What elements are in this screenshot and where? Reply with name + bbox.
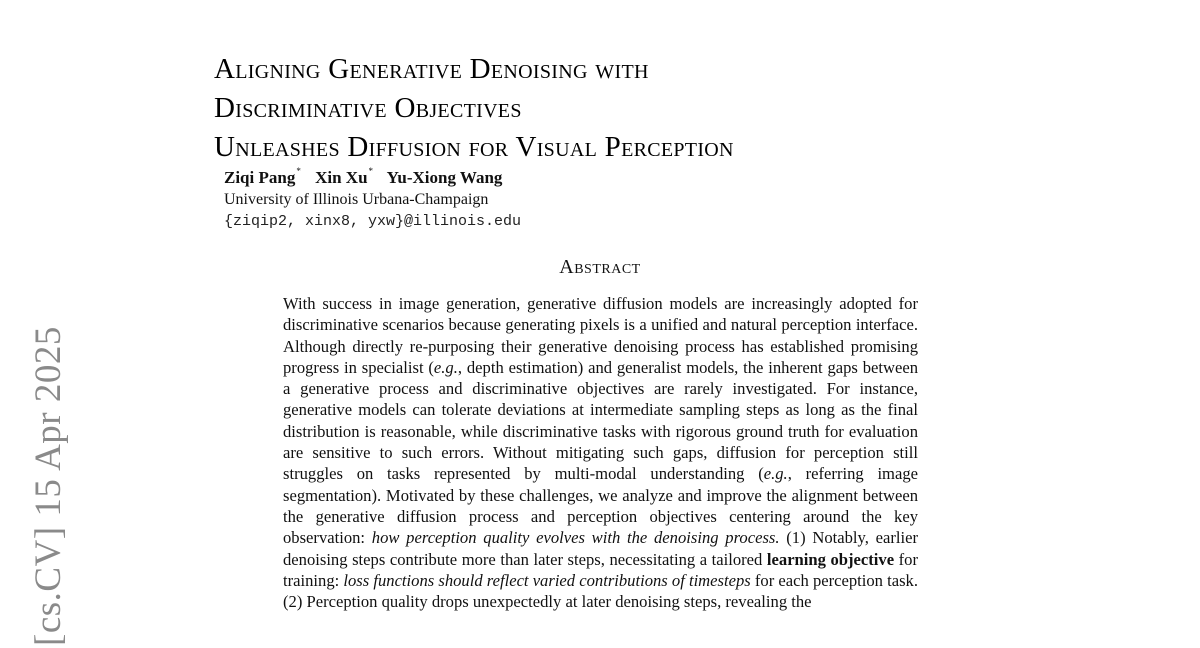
author-list	[224, 168, 512, 188]
equal-contribution-mark: *	[296, 166, 301, 176]
key-observation: how perception quality evolves with the denoising process.	[371, 528, 780, 548]
abstract-italic: loss functions should reflect varied contributions of timesteps	[343, 570, 751, 590]
paper-title	[214, 50, 734, 167]
author-emails: {ziqip2, xinx8, yxw}@illinois.edu	[224, 213, 522, 230]
title-line-1: Aligning Generative Denoising with	[214, 53, 649, 85]
author-name: Yu-Xiong Wang	[386, 168, 503, 187]
abstract-text: for each perception task. (2) Perception quality drops unexpectedly at later denoising steps, revealing the	[283, 570, 919, 612]
equal-contribution-mark: *	[368, 166, 374, 176]
author-name: Ziqi Pang	[224, 168, 296, 187]
author-2	[315, 168, 373, 187]
arxiv-identifier-stamp: [cs.CV] 15 Apr 2025	[28, 326, 69, 646]
abstract-italic: e.g.	[763, 464, 788, 484]
abstract-body	[283, 293, 918, 612]
title-line-3: Unleashes Diffusion for Visual Perception	[214, 131, 734, 163]
abstract-text: , referring image segmentation). Motivated by these challenges, we analyze and improve the alignment between the generative diffusion process and perception objectives centering around the key observation:	[283, 464, 918, 548]
author-name: Xin Xu	[315, 168, 368, 187]
abstract-text: for training:	[283, 549, 918, 590]
abstract-text: With success in image generation, generative diffusion models are increasingly adopted for discriminative scenarios because generating pixels is a unified and natural perception interface. Although directly re-purposing their generative denoising process has established promising progress in specialist (	[283, 294, 918, 377]
abstract-italic: e.g.	[433, 357, 458, 377]
abstract-text: (1) Notably, earlier denoising steps contribute more than later steps, necessitating a tailored	[283, 528, 918, 569]
abstract-heading: Abstract	[559, 256, 641, 278]
affiliation: University of Illinois Urbana-Champaign	[224, 191, 489, 208]
abstract-bold: learning objective	[766, 549, 895, 569]
title-line-2: Discriminative Objectives	[214, 92, 522, 124]
author-1	[224, 168, 301, 187]
author-3	[387, 168, 503, 187]
abstract-text: , depth estimation) and generalist models, the inherent gaps between a generative process and discriminative objectives are rarely investigated. For instance, generative models can tolerate deviations at intermediate sampling steps as long as the final distribution is reasonable, while discriminative tasks with rigorous ground truth for evaluation are sensitive to such errors. Without mitigating such gaps, diffusion for perception still struggles on tasks represented by multi-modal understanding (	[283, 357, 918, 484]
